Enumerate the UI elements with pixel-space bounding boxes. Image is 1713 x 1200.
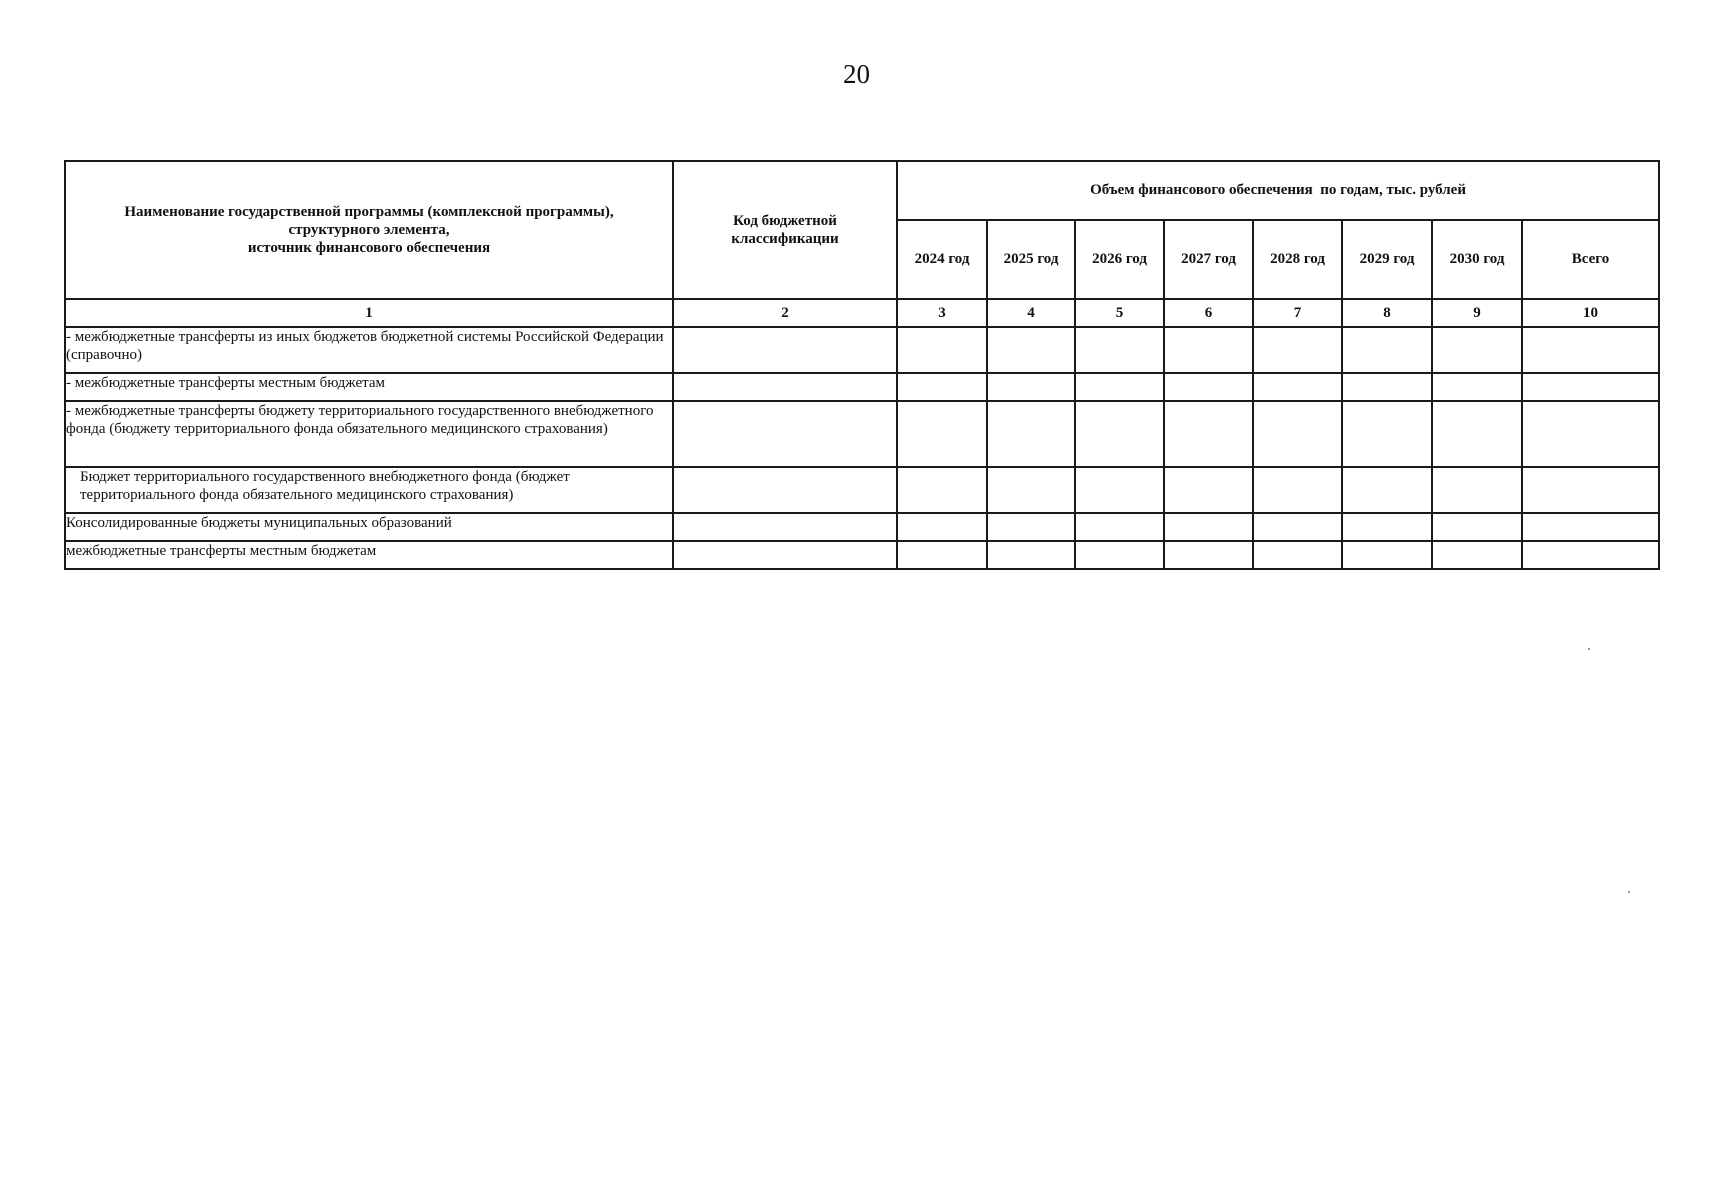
empty-cell [1432,327,1522,373]
empty-cell [1164,373,1253,401]
header-year-2027: 2027 год [1164,220,1253,299]
header-year-2030: 2030 год [1432,220,1522,299]
empty-cell [673,373,897,401]
empty-cell [1522,401,1659,467]
column-number: 1 [65,299,673,327]
table-row [65,467,1659,513]
empty-cell [1342,541,1432,569]
empty-cell [1522,541,1659,569]
header-code: Код бюджетной классификации [673,161,897,299]
empty-cell [897,467,987,513]
column-number: 5 [1075,299,1164,327]
row-label: - межбюджетные трансферты местным бюджетам [65,373,673,401]
empty-cell [1164,513,1253,541]
empty-cell [1075,373,1164,401]
empty-cell [1075,513,1164,541]
empty-cell [1164,401,1253,467]
empty-cell [1253,467,1342,513]
empty-cell [1342,467,1432,513]
row-label: Бюджет территориального государственного внебюджетного фонда (бюджет территориального фонда обязательного медицинского страхования) [65,467,673,513]
row-label: - межбюджетные трансферты бюджету территориального государственного внебюджетного фонда (бюджету территориального фонда обязательного медицинского страхования) [65,401,673,467]
empty-cell [1522,373,1659,401]
table-row [65,541,1659,569]
empty-cell [897,541,987,569]
table-row [65,373,1659,401]
header-total: Всего [1522,220,1659,299]
empty-cell [1253,541,1342,569]
empty-cell [987,327,1075,373]
header-year-2028: 2028 год [1253,220,1342,299]
empty-cell [1522,467,1659,513]
empty-cell [897,401,987,467]
empty-cell [897,373,987,401]
empty-cell [987,467,1075,513]
empty-cell [1432,513,1522,541]
empty-cell [987,513,1075,541]
column-number: 10 [1522,299,1659,327]
empty-cell [897,513,987,541]
header-year-2026: 2026 год [1075,220,1164,299]
row-label: Консолидированные бюджеты муниципальных образований [65,513,673,541]
table-row [65,327,1659,373]
empty-cell [1253,327,1342,373]
empty-cell [673,513,897,541]
column-number: 8 [1342,299,1432,327]
scan-speck [1588,648,1590,650]
page-number: 20 [843,59,870,89]
empty-cell [1164,467,1253,513]
empty-cell [1075,327,1164,373]
empty-cell [987,373,1075,401]
empty-cell [673,541,897,569]
header-name: Наименование государственной программы (комплексной программы), структурного элемента, источник финансового обеспечения [65,161,673,299]
empty-cell [1075,541,1164,569]
empty-cell [1522,327,1659,373]
header-volume: Объем финансового обеспечения по годам, тыс. рублей [897,161,1659,220]
empty-cell [1342,401,1432,467]
empty-cell [1342,327,1432,373]
empty-cell [1432,467,1522,513]
empty-cell [673,401,897,467]
empty-cell [1342,513,1432,541]
empty-cell [987,401,1075,467]
empty-cell [673,467,897,513]
empty-cell [1342,373,1432,401]
empty-cell [1164,541,1253,569]
empty-cell [1432,373,1522,401]
empty-cell [1253,401,1342,467]
table-row [65,513,1659,541]
header-year-2025: 2025 год [987,220,1075,299]
column-number: 3 [897,299,987,327]
column-number: 2 [673,299,897,327]
column-number: 7 [1253,299,1342,327]
header-year-2024: 2024 год [897,220,987,299]
column-number: 9 [1432,299,1522,327]
row-label: - межбюджетные трансферты из иных бюджетов бюджетной системы Российской Федерации (справочно) [65,327,673,373]
empty-cell [1075,467,1164,513]
empty-cell [1432,541,1522,569]
empty-cell [1164,327,1253,373]
empty-cell [1522,513,1659,541]
column-number: 4 [987,299,1075,327]
financing-table [64,160,1660,570]
row-label: межбюджетные трансферты местным бюджетам [65,541,673,569]
empty-cell [1253,513,1342,541]
empty-cell [897,327,987,373]
empty-cell [673,327,897,373]
table-row [65,401,1659,467]
header-year-2029: 2029 год [1342,220,1432,299]
column-number: 6 [1164,299,1253,327]
scan-speck [1628,891,1630,893]
empty-cell [1432,401,1522,467]
empty-cell [1253,373,1342,401]
empty-cell [987,541,1075,569]
empty-cell [1075,401,1164,467]
